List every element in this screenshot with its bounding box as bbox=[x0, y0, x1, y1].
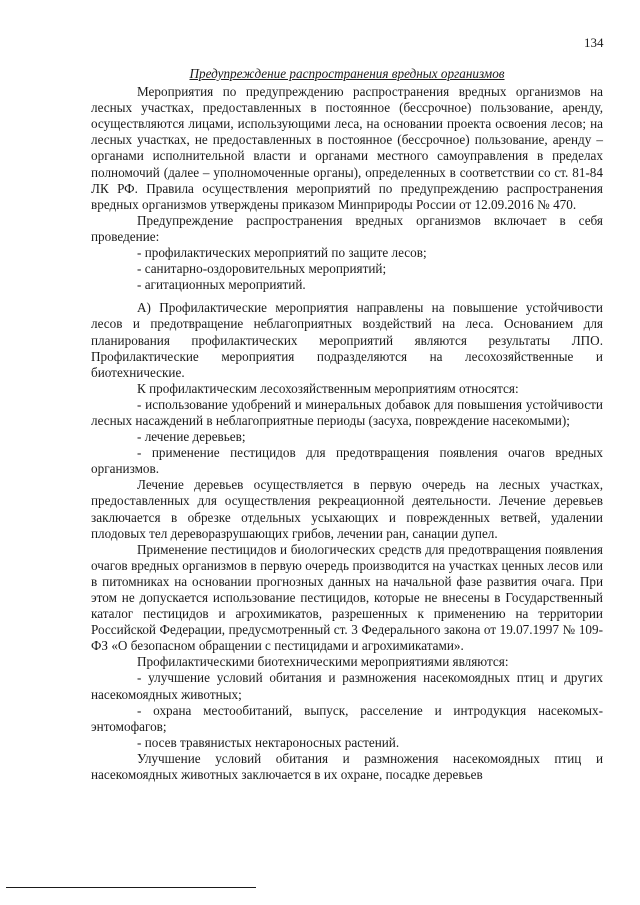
paragraph-habitat: Улучшение условий обитания и размножения насекомоядных птиц и насекомоядных животных заключается в их охране, посадке деревьев bbox=[91, 750, 603, 783]
paragraph-includes: Предупреждение распространения вредных организмов включает в себя проведение: bbox=[91, 212, 603, 244]
list-item: - санитарно-оздоровительных мероприятий; bbox=[137, 261, 387, 277]
footnote-separator bbox=[6, 887, 256, 888]
list-item: - применение пестицидов для предотвращения появления очагов вредных организмов. bbox=[91, 445, 603, 477]
list-item: - лечение деревьев; bbox=[137, 429, 246, 445]
paragraph-preventive: А) Профилактические мероприятия направлены на повышение устойчивости лесов и предотвращение неблагоприятных воздействий на леса. Основанием для планирования профилактических мероприятий являются результаты ЛПО. Профилактические мероприятия подразделяются на лесохозяйственные и биотехнические. bbox=[91, 300, 603, 380]
paragraph-biotech-measures: Профилактическими биотехническими мероприятиями являются: bbox=[137, 654, 509, 670]
paragraph-intro: Мероприятия по предупреждению распространения вредных организмов на лесных участках, предоставленных в постоянное (бессрочное) пользование, аренду, осуществляются лицами, использующими леса, на основании проекта освоения лесов; на лесных участках, не предоставленных в постоянное (бессрочное) пользование, аренду – органами исполнительной власти и органами местного самоуправления в пределах полномочий (далее – уполномоченные органы), определенных в соответствии со ст. 81-84 ЛК РФ. Правила осуществления мероприятий по предупреждению распространения вредных организмов утверждены приказом Минприроды России от 12.09.2016 № 470. bbox=[91, 84, 603, 212]
list-item: - посев травянистых нектароносных растений. bbox=[137, 734, 400, 750]
section-title: Предупреждение распространения вредных организмов bbox=[189, 66, 505, 81]
list-item: - использование удобрений и минеральных добавок для повышения устойчивости лесных насаждений в неблагоприятные периоды (засуха, повреждение насекомыми); bbox=[91, 396, 603, 428]
paragraph-pesticides: Применение пестицидов и биологических средств для предотвращения появления очагов вредных организмов в первую очередь производится на участках ценных лесов или в питомниках на основании прогнозных данных на начальной фазе развития очага. При этом не допускается использование пестицидов, которые не внесены в Государственный каталог пестицидов и агрохимикатов, разрешенных к применению на территории Российской Федерации, предусмотренный ст. 3 Федерального закона от 19.07.1997 № 109-ФЗ «О безопасном обращении с пестицидами и агрохимикатами». bbox=[91, 541, 603, 654]
paragraph-tree-treatment: Лечение деревьев осуществляется в первую очередь на лесных участках, предоставленных для осуществления рекреационной деятельности. Лечение деревьев заключается в обрезке отдельных усыхающих и поврежденных ветвей, удалении плодовых тел дереворазрушающих грибов, лечении ран, санации дупел. bbox=[91, 477, 603, 541]
paragraph-forestry-measures: К профилактическим лесохозяйственным мероприятиям относятся: bbox=[137, 380, 519, 396]
document-body bbox=[91, 66, 603, 783]
list-item: - профилактических мероприятий по защите лесов; bbox=[137, 245, 427, 261]
list-item: - охрана местообитаний, выпуск, расселение и интродукция насекомых-энтомофагов; bbox=[91, 702, 603, 734]
page-number: 134 bbox=[584, 35, 604, 50]
list-item: - улучшение условий обитания и размножения насекомоядных птиц и других насекомоядных животных; bbox=[91, 670, 603, 702]
list-item: - агитационных мероприятий. bbox=[137, 277, 306, 293]
spacer bbox=[91, 293, 603, 300]
